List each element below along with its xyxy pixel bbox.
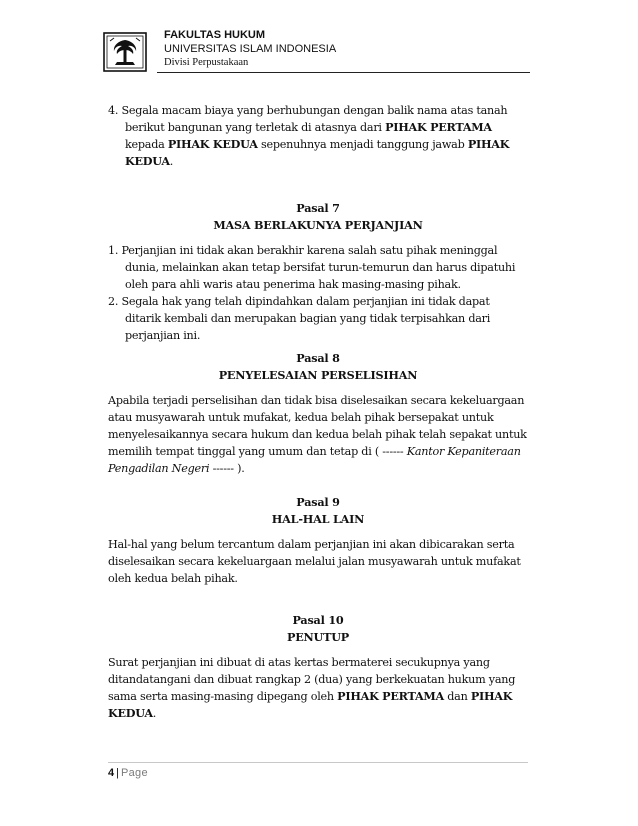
pasal-9-heading [108,494,528,528]
clause-4-text: kepada [125,138,168,151]
pasal-8-body [108,392,528,477]
party-first-label: PIHAK PERTAMA [385,120,492,134]
clause-4-item [108,102,528,170]
division-name: Divisi Perpustakaan [164,57,249,68]
party-second-label: PIHAK KEDUA [167,137,258,151]
pasal-8-tail: ------ ). [209,462,245,475]
pasal-10-text: dan [443,690,471,703]
pasal-7-body [108,242,528,344]
pasal-10-body [108,654,528,722]
pasal-9-paragraph: Hal-hal yang belum tercantum dalam perjanjian ini akan dibicarakan serta diselesaikan secara kekeluargaan melalui jalan musyawarah untuk mufakat oleh kedua belah pihak. [108,538,521,585]
pasal-8-heading [108,350,528,384]
pasal-10-heading [108,612,528,646]
clause-4-text: . [169,155,174,168]
page-label: Page [120,767,148,779]
faculty-name: FAKULTAS HUKUM [164,29,266,41]
header-divider [157,72,530,73]
party-second-label: PIHAK KEDUA [125,137,510,168]
pasal-10-title: PENUTUP [286,630,350,644]
pasal-7-title: MASA BERLAKUNYA PERJANJIAN [213,218,423,232]
pasal-10-text: . [152,707,157,720]
party-first-label: PIHAK PERTAMA [337,689,444,703]
clause-4-text: sepenuhnya menjadi tanggung jawab [257,138,468,151]
pasal-10-number: Pasal 10 [292,613,344,627]
clause-4-block [108,102,528,170]
university-name: UNIVERSITAS ISLAM INDONESIA [164,43,337,55]
page-number: 4 [108,767,115,779]
pasal-7-item: 1. Perjanjian ini tidak akan berakhir karena salah satu pihak meninggal dunia, melainkan akan tetap bersifat turun-temurun dan harus dipatuhi oleh para ahli waris atau penerima hak masing-masing pihak. [108,244,516,291]
header-text-block [164,28,336,70]
document-header [103,28,530,74]
clause-4-text: Segala macam biaya yang berhubungan dengan balik nama atas tanah berikut bangunan yang terletak di atasnya dari [118,104,508,134]
clause-4-number: 4. [108,104,119,117]
pasal-8-text: Apabila terjadi perselisihan dan tidak bisa diselesaikan secara kekeluargaan atau musyawarah untuk mufakat, kedua belah pihak bersepakat untuk menyelesaikannya secara hukum dan kedua belah pihak telah sepakat untuk memilih tempat tinggal yang umum dan tetap di ( ------ [108,394,527,458]
pasal-10-text: Surat perjanjian ini dibuat di atas kertas bermaterei secukupnya yang ditandatangani dan dibuat rangkap 2 (dua) yang berkekuatan hukum yang sama serta masing-masing dipegang oleh [108,656,516,703]
pasal-9-number: Pasal 9 [296,495,340,509]
pasal-10-paragraph [108,654,528,722]
pasal-9-title: HAL-HAL LAIN [271,512,365,526]
pasal-9-body [108,536,528,587]
pasal-7-heading [108,200,528,234]
court-office-name: Kantor Kepaniteraan Pengadilan Negeri [108,445,521,475]
footer-divider [108,762,528,763]
party-second-label: PIHAK KEDUA [108,689,513,720]
pasal-7-item: 2. Segala hak yang telah dipindahkan dalam perjanjian ini tidak dapat ditarik kembali dan merupakan bagian yang tidak terpisahkan dari perjanjian ini. [108,295,491,342]
university-logo-icon [103,32,147,72]
page-separator: | [116,767,119,779]
page-footer [108,767,148,779]
pasal-8-title: PENYELESAIAN PERSELISIHAN [218,368,418,382]
pasal-8-number: Pasal 8 [296,351,340,365]
pasal-7-number: Pasal 7 [296,201,340,215]
pasal-8-paragraph [108,392,528,477]
